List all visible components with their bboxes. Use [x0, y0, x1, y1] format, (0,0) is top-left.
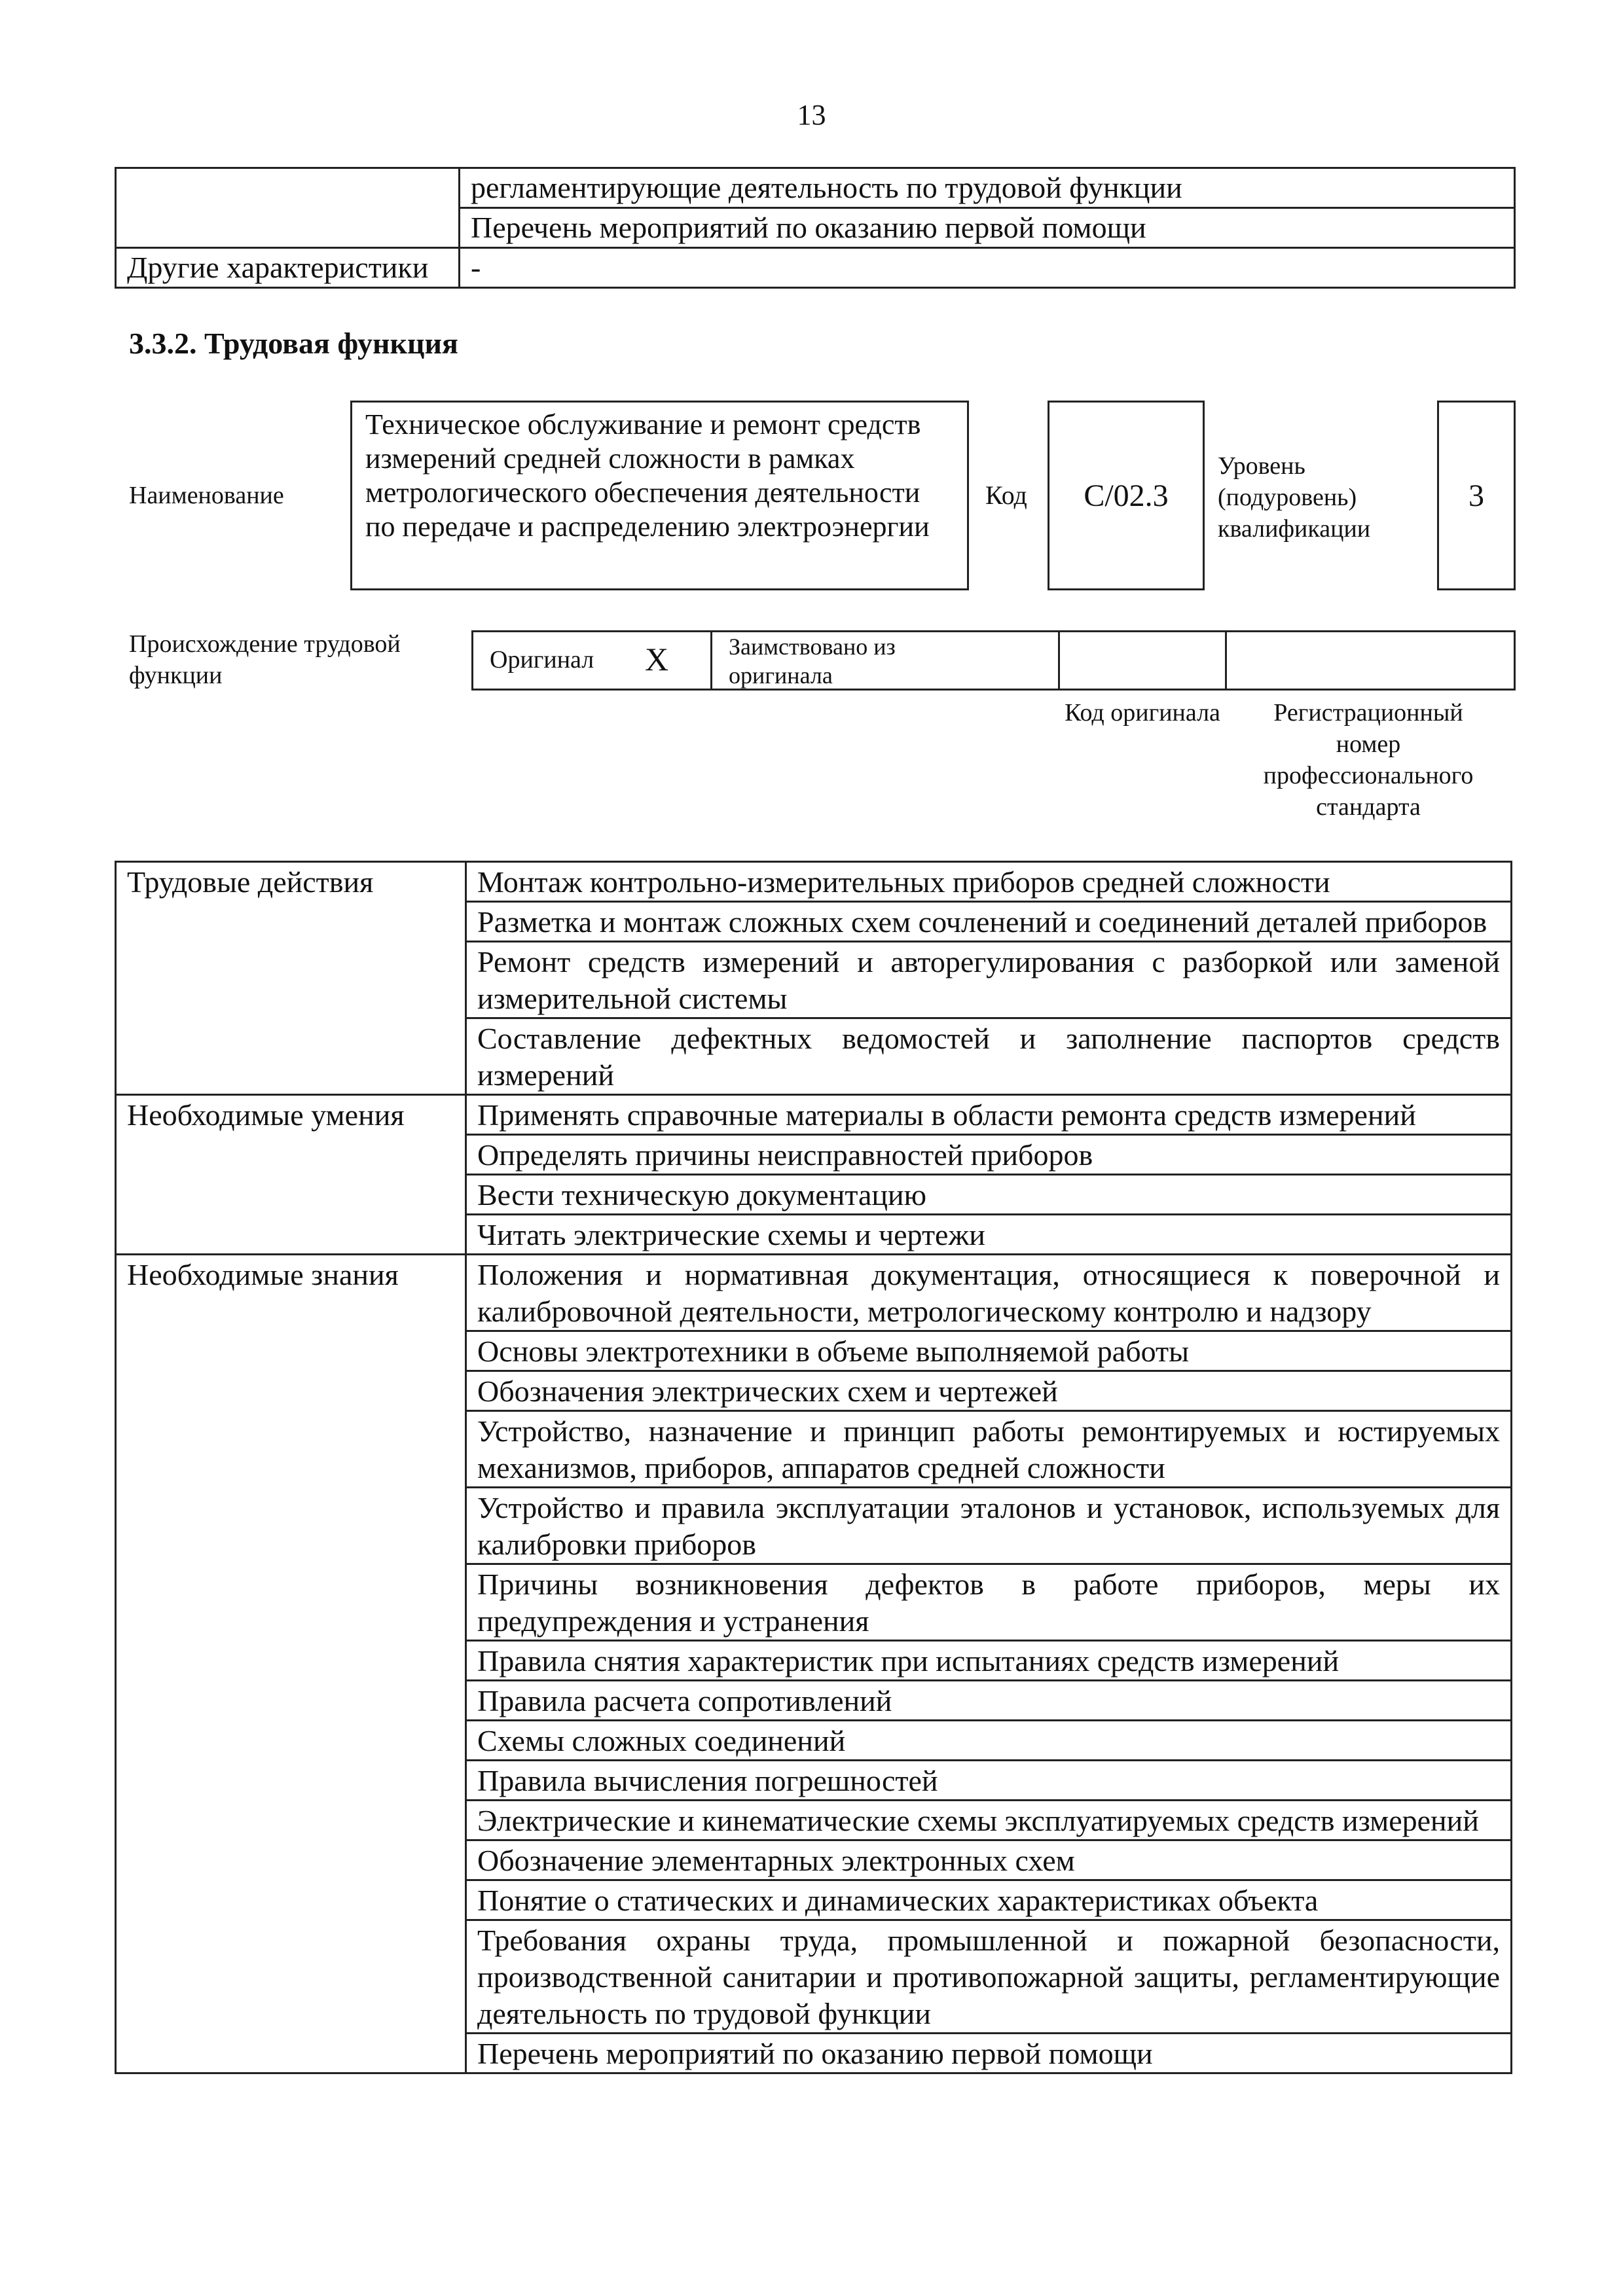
divider — [1225, 632, 1227, 689]
row-label: Другие характеристики — [116, 248, 460, 288]
table-row — [116, 168, 1515, 208]
table-cell: Обозначения электрических схем и чертежей — [466, 1371, 1512, 1411]
table-cell: Электрические и кинематические схемы эксплуатируемых средств измерений — [466, 1801, 1512, 1840]
table-cell: Понятие о статических и динамических характеристиках объекта — [466, 1880, 1512, 1920]
row-value: - — [460, 248, 1515, 288]
row-label — [116, 168, 460, 208]
name-box: Техническое обслуживание и ремонт средств измерений средней сложности в рамках метрологического обеспечения деятельности по передаче и распределению электроэнергии — [350, 401, 969, 590]
row-value: Перечень мероприятий по оказанию первой помощи — [460, 208, 1515, 248]
table-row — [116, 862, 1512, 902]
table-cell: Определять причины неисправностей приборов — [466, 1135, 1512, 1175]
row-label — [116, 208, 460, 248]
row-value: регламентирующие деятельность по трудовой функции — [460, 168, 1515, 208]
table-row — [116, 1255, 1512, 1331]
top-table — [115, 167, 1516, 289]
page-number: 13 — [797, 99, 826, 131]
table-cell: Схемы сложных соединений — [466, 1721, 1512, 1761]
name-label: Наименование — [129, 482, 284, 509]
table-cell: Обозначение элементарных электронных схем — [466, 1840, 1512, 1880]
table-cell: Разметка и монтаж сложных схем сочленений и соединений деталей приборов — [466, 902, 1512, 942]
section-title: 3.3.2. Трудовая функция — [129, 327, 458, 360]
code-box: C/02.3 — [1048, 401, 1205, 590]
table-cell: Устройство, назначение и принцип работы ремонтируемых и юстируемых механизмов, приборов, аппаратов средней сложности — [466, 1411, 1512, 1488]
origin-box — [471, 630, 1516, 691]
original-label: Оригинал — [490, 646, 594, 673]
table-cell: Читать электрические схемы и чертежи — [466, 1215, 1512, 1255]
table-row — [116, 248, 1515, 288]
code-caption: Код оригинала — [1065, 699, 1220, 726]
code-label: Код — [985, 480, 1027, 510]
group-label: Необходимые умения — [116, 1095, 466, 1255]
table-cell: Вести техническую документацию — [466, 1175, 1512, 1215]
main-table — [115, 861, 1512, 2074]
origin-label: Происхождение трудовой функции — [129, 630, 401, 689]
original-mark: X — [645, 641, 669, 677]
table-cell: Монтаж контрольно-измерительных приборов средней сложности — [466, 862, 1512, 902]
divider — [1058, 632, 1060, 689]
table-cell: Применять справочные материалы в области ремонта средств измерений — [466, 1095, 1512, 1135]
table-cell: Правила расчета сопротивлений — [466, 1681, 1512, 1721]
table-row — [116, 1095, 1512, 1135]
group-label: Трудовые действия — [116, 862, 466, 1095]
table-cell: Основы электротехники в объеме выполняемой работы — [466, 1331, 1512, 1371]
table-cell: Требования охраны труда, промышленной и пожарной безопасности, производственной санитарии и противопожарной защиты, регламентирующие деятельность по трудовой функции — [466, 1920, 1512, 2034]
table-cell: Положения и нормативная документация, относящиеся к поверочной и калибровочной деятельности, метрологическому контролю и надзору — [466, 1255, 1512, 1331]
level-box: 3 — [1437, 401, 1516, 590]
table-row — [116, 208, 1515, 248]
table-cell: Правила снятия характеристик при испытаниях средств измерений — [466, 1641, 1512, 1681]
table-cell: Устройство и правила эксплуатации эталонов и установок, используемых для калибровки приборов — [466, 1488, 1512, 1564]
reg-caption: Регистрационный номер профессионального стандарта — [1263, 699, 1474, 821]
table-cell: Ремонт средств измерений и авторегулирования с разборкой или заменой измерительной системы — [466, 942, 1512, 1018]
level-label: Уровень (подуровень) квалификации — [1218, 452, 1371, 543]
borrowed-label: Заимствовано из оригинала — [729, 634, 896, 689]
table-cell: Составление дефектных ведомостей и заполнение паспортов средств измерений — [466, 1018, 1512, 1095]
table-cell: Перечень мероприятий по оказанию первой помощи — [466, 2034, 1512, 2073]
table-cell: Причины возникновения дефектов в работе приборов, меры их предупреждения и устранения — [466, 1564, 1512, 1641]
table-cell: Правила вычисления погрешностей — [466, 1761, 1512, 1801]
group-label: Необходимые знания — [116, 1255, 466, 2073]
divider — [710, 632, 712, 689]
